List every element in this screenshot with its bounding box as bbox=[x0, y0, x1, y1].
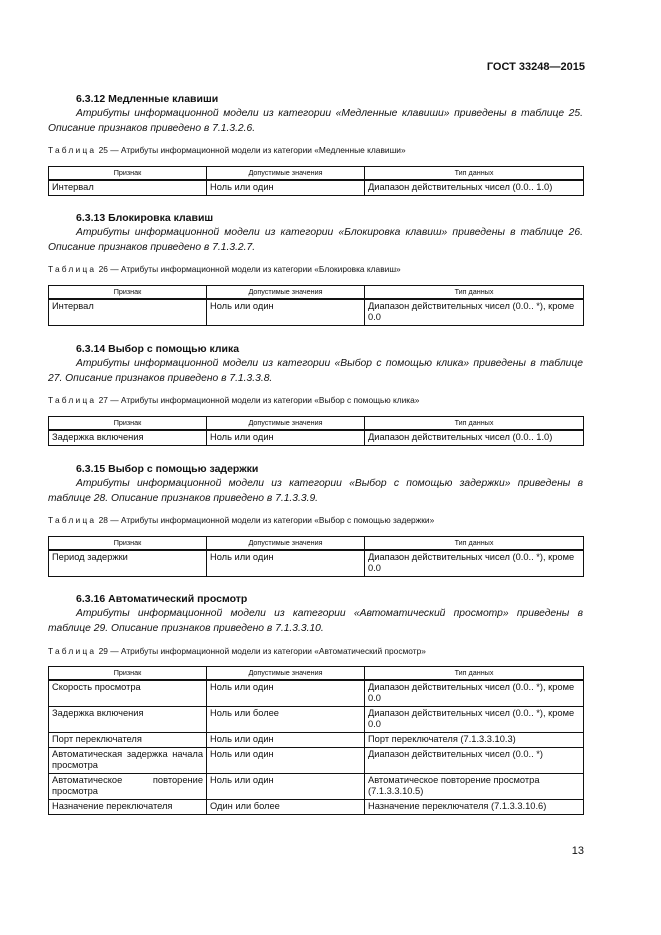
section-title: 6.3.13 Блокировка клавиш bbox=[76, 212, 214, 224]
table-cell: Автоматическая задержка начала просмотра bbox=[49, 748, 207, 774]
table-cell: Назначение переключателя (7.1.3.3.10.6) bbox=[365, 800, 584, 815]
table-cell: Порт переключателя (7.1.3.3.10.3) bbox=[365, 733, 584, 748]
table-26 bbox=[48, 285, 584, 326]
column-header: Допустимые значения bbox=[207, 167, 365, 181]
table-28-caption: Таблица 28 — Атрибуты информационной модели из категории «Выбор с помощью задержки» bbox=[48, 515, 435, 525]
column-header: Допустимые значения bbox=[207, 537, 365, 551]
table-cell: Назначение переключателя bbox=[49, 800, 207, 815]
table-25 bbox=[48, 166, 584, 196]
table-row bbox=[49, 733, 584, 748]
column-header: Тип данных bbox=[365, 537, 584, 551]
section-body: Атрибуты информационной модели из категории «Медленные клавиши» приведены в таблице 25. Описание признаков приведено в 7.1.3.2.6. bbox=[48, 108, 583, 134]
table-header-row bbox=[49, 417, 584, 431]
table-cell: Задержка включения bbox=[49, 707, 207, 733]
page-number: 13 bbox=[571, 845, 584, 857]
table-28 bbox=[48, 536, 584, 577]
table-26-caption: Таблица 26 — Атрибуты информационной модели из категории «Блокировка клавиш» bbox=[48, 264, 401, 274]
table-25-caption: Таблица 25 — Атрибуты информационной модели из категории «Медленные клавиши» bbox=[48, 145, 406, 155]
column-header: Признак bbox=[49, 167, 207, 181]
table-cell: Автоматическое повторение просмотра bbox=[49, 774, 207, 800]
table-27 bbox=[48, 416, 584, 446]
table-cell: Диапазон действительных чисел (0.0.. *), кроме 0.0 bbox=[365, 299, 584, 326]
column-header: Признак bbox=[49, 286, 207, 300]
section-6-3-16 bbox=[48, 593, 583, 636]
table-row bbox=[49, 748, 584, 774]
table-header-row bbox=[49, 167, 584, 181]
table-cell: Скорость просмотра bbox=[49, 680, 207, 707]
table-cell: Порт переключателя bbox=[49, 733, 207, 748]
section-6-3-13 bbox=[48, 212, 583, 255]
table-cell: Ноль или один bbox=[207, 299, 365, 326]
table-cell: Диапазон действительных чисел (0.0.. *), кроме 0.0 bbox=[365, 550, 584, 577]
section-6-3-15 bbox=[48, 463, 583, 506]
column-header: Тип данных bbox=[365, 417, 584, 431]
section-body: Атрибуты информационной модели из категории «Выбор с помощью задержки» приведены в таблице 28. Описание признаков приведено в 7.1.3.3.9. bbox=[48, 478, 583, 504]
section-title: 6.3.16 Автоматический просмотр bbox=[76, 593, 248, 605]
column-header: Допустимые значения bbox=[207, 417, 365, 431]
table-cell: Ноль или один bbox=[207, 430, 365, 446]
table-row bbox=[49, 680, 584, 707]
column-header: Допустимые значения bbox=[207, 667, 365, 681]
document-id: ГОСТ 33248—2015 bbox=[486, 61, 585, 73]
section-6-3-14 bbox=[48, 343, 583, 386]
table-row bbox=[49, 550, 584, 577]
table-cell: Автоматическое повторение просмотра (7.1.3.3.10.5) bbox=[365, 774, 584, 800]
table-cell: Диапазон действительных чисел (0.0.. 1.0) bbox=[365, 180, 584, 196]
table-header-row bbox=[49, 286, 584, 300]
table-cell: Ноль или один bbox=[207, 550, 365, 577]
table-header-row bbox=[49, 537, 584, 551]
table-cell: Ноль или один bbox=[207, 748, 365, 774]
table-row bbox=[49, 180, 584, 196]
table-cell: Интервал bbox=[49, 299, 207, 326]
table-row bbox=[49, 707, 584, 733]
section-title: 6.3.12 Медленные клавиши bbox=[76, 93, 219, 105]
table-cell: Диапазон действительных чисел (0.0.. 1.0) bbox=[365, 430, 584, 446]
table-cell: Интервал bbox=[49, 180, 207, 196]
column-header: Допустимые значения bbox=[207, 286, 365, 300]
table-cell: Период задержки bbox=[49, 550, 207, 577]
table-cell: Задержка включения bbox=[49, 430, 207, 446]
column-header: Признак bbox=[49, 667, 207, 681]
section-body: Атрибуты информационной модели из категории «Выбор с помощью клика» приведены в таблице 27. Описание признаков приведено в 7.1.3.3.8. bbox=[48, 358, 583, 384]
table-row bbox=[49, 430, 584, 446]
table-cell: Ноль или более bbox=[207, 707, 365, 733]
table-cell: Диапазон действительных чисел (0.0.. *), кроме 0.0 bbox=[365, 680, 584, 707]
table-cell: Диапазон действительных чисел (0.0.. *) bbox=[365, 748, 584, 774]
table-header-row bbox=[49, 667, 584, 681]
column-header: Тип данных bbox=[365, 167, 584, 181]
table-27-caption: Таблица 27 — Атрибуты информационной модели из категории «Выбор с помощью клика» bbox=[48, 395, 420, 405]
table-cell: Один или более bbox=[207, 800, 365, 815]
section-6-3-12 bbox=[48, 93, 583, 136]
table-row bbox=[49, 299, 584, 326]
section-body: Атрибуты информационной модели из категории «Автоматический просмотр» приведены в таблице 29. Описание признаков приведено в 7.1.3.3.10. bbox=[48, 608, 583, 634]
table-cell: Ноль или один bbox=[207, 733, 365, 748]
column-header: Тип данных bbox=[365, 286, 584, 300]
table-row bbox=[49, 800, 584, 815]
table-29-caption: Таблица 29 — Атрибуты информационной модели из категории «Автоматический просмотр» bbox=[48, 646, 426, 656]
table-29 bbox=[48, 666, 584, 815]
section-body: Атрибуты информационной модели из категории «Блокировка клавиш» приведены в таблице 26. Описание признаков приведено в 7.1.3.2.7. bbox=[48, 227, 583, 253]
table-cell: Ноль или один bbox=[207, 180, 365, 196]
table-cell: Ноль или один bbox=[207, 680, 365, 707]
table-cell: Ноль или один bbox=[207, 774, 365, 800]
column-header: Тип данных bbox=[365, 667, 584, 681]
table-cell: Диапазон действительных чисел (0.0.. *), кроме 0.0 bbox=[365, 707, 584, 733]
table-row bbox=[49, 774, 584, 800]
section-title: 6.3.15 Выбор с помощью задержки bbox=[76, 463, 259, 475]
column-header: Признак bbox=[49, 417, 207, 431]
column-header: Признак bbox=[49, 537, 207, 551]
section-title: 6.3.14 Выбор с помощью клика bbox=[76, 343, 240, 355]
